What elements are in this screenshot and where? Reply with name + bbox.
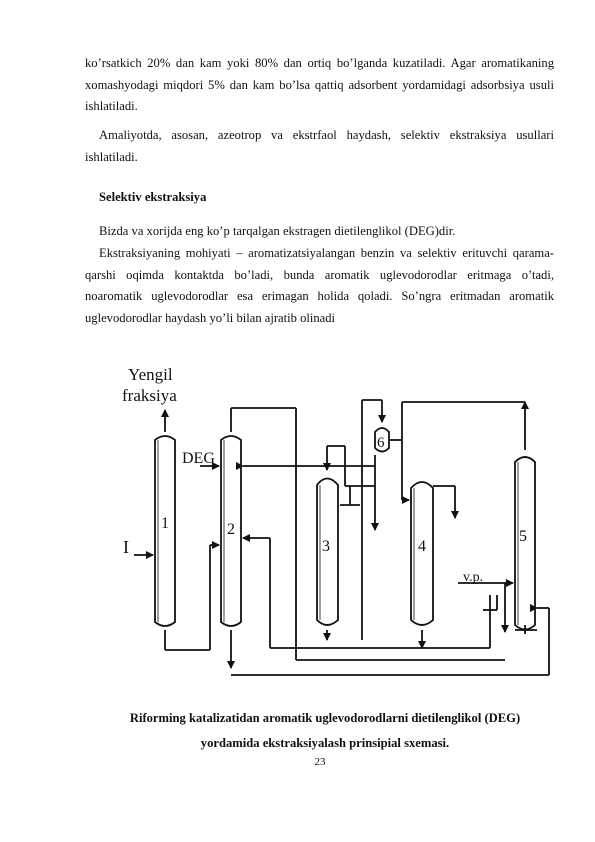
column-4-label: 4 (418, 538, 426, 555)
column-2-label: 2 (227, 521, 235, 538)
paragraph-1: ko’rsatkich 20% dan kam yoki 80% dan ortiq bo’lganda kuzatiladi. Agar aromatikaning xomashyodagi miqdori 5% dan kam bo’lsa qattiq adsorbent yordamidagi adsorbsiya usuli ishlatiladi. (85, 56, 554, 113)
column-5-label: 5 (519, 528, 527, 545)
paragraph-3: Bizda va xorijda eng ko’p tarqalgan ekstragen dietilenglikol (DEG)dir. (99, 224, 456, 238)
page-number: 23 (314, 756, 326, 768)
drum-6-label: 6 (377, 435, 385, 451)
light-fraction-label-line1: Yengil (128, 365, 173, 384)
column-1-label: 1 (161, 515, 169, 532)
figure-caption-line2: yordamida ekstraksiyalash prinsipial sxemasi. (200, 736, 450, 750)
paragraph-2: Amaliyotda, asosan, azeotrop va ekstrfaol haydash, selektiv ekstraksiya usullari ishlatiladi. (85, 128, 554, 164)
deg-label: DEG (182, 450, 215, 467)
extraction-scheme-diagram (0, 355, 595, 685)
section-heading: Selektiv ekstraksiya (99, 190, 207, 204)
vp-label: v.p. (463, 570, 484, 585)
paragraph-4: Ekstraksiyaning mohiyati – aromatizatsiyalangan benzin va selektiv erituvchi qarama-qarshi oqimda kontaktda bo’ladi, bunda aromatik uglevodorodlar eritmaga o’tadi, noaromatik uglevodorodlar esa erimagan holida qoladi. So’ngra eritmadan aromatik uglevodorodlar haydash yo’li bilan ajratib olinadi (85, 246, 554, 325)
figure-caption-line1: Riforming katalizatidan aromatik uglevodorodlarni dietilenglikol (DEG) (129, 711, 521, 725)
light-fraction-label-line2: fraksiya (122, 386, 177, 405)
column-3-label: 3 (322, 538, 330, 555)
feed-label: I (123, 537, 129, 557)
